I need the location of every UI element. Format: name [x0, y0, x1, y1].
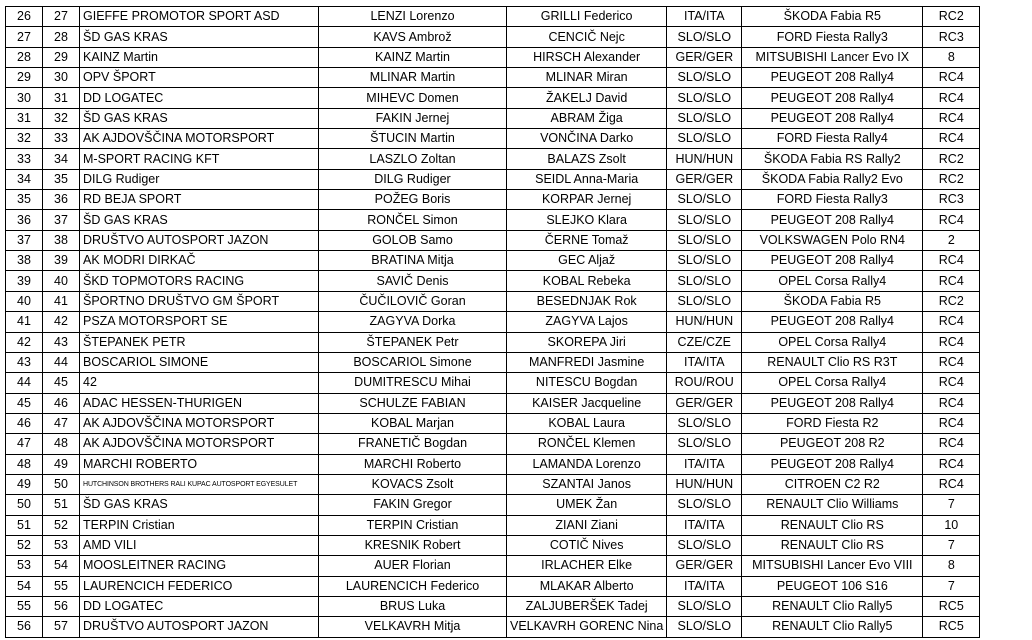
- nationality-cell: SLO/SLO: [667, 495, 742, 515]
- team-cell: ŠD GAS KRAS: [80, 210, 319, 230]
- car-cell: RENAULT Clio RS R3T: [742, 352, 923, 372]
- position-cell: 36: [6, 210, 43, 230]
- class-cell: RC2: [923, 291, 980, 311]
- team-cell: PSZA MOTORSPORT SE: [80, 312, 319, 332]
- position-cell: 52: [6, 535, 43, 555]
- start-number-cell: 49: [43, 454, 80, 474]
- nationality-cell: GER/GER: [667, 47, 742, 67]
- start-number-cell: 27: [43, 7, 80, 27]
- driver-cell: LENZI Lorenzo: [319, 7, 507, 27]
- team-cell: DRUŠTVO AUTOSPORT JAZON: [80, 230, 319, 250]
- class-cell: RC4: [923, 210, 980, 230]
- table-row: [6, 47, 980, 67]
- position-cell: 44: [6, 373, 43, 393]
- class-cell: RC4: [923, 88, 980, 108]
- team-cell: ŠD GAS KRAS: [80, 27, 319, 47]
- class-cell: RC4: [923, 352, 980, 372]
- codriver-cell: LAMANDA Lorenzo: [507, 454, 667, 474]
- position-cell: 51: [6, 515, 43, 535]
- driver-cell: POŽEG Boris: [319, 190, 507, 210]
- start-number-cell: 44: [43, 352, 80, 372]
- team-cell: KAINZ Martin: [80, 47, 319, 67]
- table-row: [6, 434, 980, 454]
- codriver-cell: CENCIČ Nejc: [507, 27, 667, 47]
- codriver-cell: UMEK Žan: [507, 495, 667, 515]
- codriver-cell: ZALJUBERŠEK Tadej: [507, 596, 667, 616]
- nationality-cell: SLO/SLO: [667, 596, 742, 616]
- codriver-cell: RONČEL Klemen: [507, 434, 667, 454]
- team-cell: ADAC HESSEN-THURIGEN: [80, 393, 319, 413]
- team-cell: OPV ŠPORT: [80, 68, 319, 88]
- car-cell: MITSUBISHI Lancer Evo IX: [742, 47, 923, 67]
- table-row: [6, 251, 980, 271]
- table-row: [6, 7, 980, 27]
- nationality-cell: SLO/SLO: [667, 535, 742, 555]
- position-cell: 26: [6, 7, 43, 27]
- team-cell: LAURENCICH FEDERICO: [80, 576, 319, 596]
- driver-cell: SAVIČ Denis: [319, 271, 507, 291]
- nationality-cell: GER/GER: [667, 169, 742, 189]
- position-cell: 40: [6, 291, 43, 311]
- team-cell: BOSCARIOL SIMONE: [80, 352, 319, 372]
- nationality-cell: SLO/SLO: [667, 108, 742, 128]
- table-row: [6, 556, 980, 576]
- driver-cell: KOBAL Marjan: [319, 413, 507, 433]
- team-cell: DD LOGATEC: [80, 88, 319, 108]
- driver-cell: TERPIN Cristian: [319, 515, 507, 535]
- table-row: [6, 393, 980, 413]
- position-cell: 35: [6, 190, 43, 210]
- start-number-cell: 50: [43, 474, 80, 494]
- team-cell: M-SPORT RACING KFT: [80, 149, 319, 169]
- codriver-cell: SEIDL Anna-Maria: [507, 169, 667, 189]
- driver-cell: DUMITRESCU Mihai: [319, 373, 507, 393]
- team-cell: ŠTEPANEK PETR: [80, 332, 319, 352]
- codriver-cell: BALAZS Zsolt: [507, 149, 667, 169]
- entry-list-table: [5, 6, 980, 638]
- start-number-cell: 42: [43, 312, 80, 332]
- class-cell: RC4: [923, 434, 980, 454]
- codriver-cell: BESEDNJAK Rok: [507, 291, 667, 311]
- driver-cell: ŠTEPANEK Petr: [319, 332, 507, 352]
- class-cell: RC4: [923, 413, 980, 433]
- driver-cell: FAKIN Gregor: [319, 495, 507, 515]
- nationality-cell: HUN/HUN: [667, 149, 742, 169]
- nationality-cell: GER/GER: [667, 393, 742, 413]
- driver-cell: FAKIN Jernej: [319, 108, 507, 128]
- codriver-cell: IRLACHER Elke: [507, 556, 667, 576]
- start-number-cell: 47: [43, 413, 80, 433]
- nationality-cell: ITA/ITA: [667, 515, 742, 535]
- codriver-cell: KOBAL Laura: [507, 413, 667, 433]
- class-cell: RC4: [923, 68, 980, 88]
- class-cell: RC4: [923, 129, 980, 149]
- position-cell: 42: [6, 332, 43, 352]
- nationality-cell: SLO/SLO: [667, 210, 742, 230]
- table-row: [6, 190, 980, 210]
- table-row: [6, 535, 980, 555]
- nationality-cell: ITA/ITA: [667, 454, 742, 474]
- car-cell: MITSUBISHI Lancer Evo VIII: [742, 556, 923, 576]
- nationality-cell: SLO/SLO: [667, 413, 742, 433]
- team-cell: AK AJDOVŠČINA MOTORSPORT: [80, 413, 319, 433]
- driver-cell: BRATINA Mitja: [319, 251, 507, 271]
- driver-cell: RONČEL Simon: [319, 210, 507, 230]
- class-cell: RC4: [923, 474, 980, 494]
- team-cell: AK MODRI DIRKAČ: [80, 251, 319, 271]
- nationality-cell: SLO/SLO: [667, 251, 742, 271]
- class-cell: 7: [923, 495, 980, 515]
- nationality-cell: ITA/ITA: [667, 576, 742, 596]
- nationality-cell: SLO/SLO: [667, 129, 742, 149]
- position-cell: 28: [6, 47, 43, 67]
- start-number-cell: 29: [43, 47, 80, 67]
- position-cell: 32: [6, 129, 43, 149]
- codriver-cell: SLEJKO Klara: [507, 210, 667, 230]
- class-cell: 8: [923, 47, 980, 67]
- car-cell: RENAULT Clio RS: [742, 515, 923, 535]
- position-cell: 38: [6, 251, 43, 271]
- car-cell: PEUGEOT 106 S16: [742, 576, 923, 596]
- class-cell: RC3: [923, 190, 980, 210]
- car-cell: VOLKSWAGEN Polo RN4: [742, 230, 923, 250]
- table-row: [6, 88, 980, 108]
- start-number-cell: 39: [43, 251, 80, 271]
- position-cell: 46: [6, 413, 43, 433]
- driver-cell: ŠTUCIN Martin: [319, 129, 507, 149]
- start-number-cell: 35: [43, 169, 80, 189]
- nationality-cell: ITA/ITA: [667, 7, 742, 27]
- class-cell: 10: [923, 515, 980, 535]
- nationality-cell: CZE/CZE: [667, 332, 742, 352]
- nationality-cell: HUN/HUN: [667, 312, 742, 332]
- car-cell: PEUGEOT 208 Rally4: [742, 68, 923, 88]
- table-row: [6, 271, 980, 291]
- table-row: [6, 474, 980, 494]
- codriver-cell: KOBAL Rebeka: [507, 271, 667, 291]
- nationality-cell: ROU/ROU: [667, 373, 742, 393]
- position-cell: 56: [6, 617, 43, 637]
- start-number-cell: 43: [43, 332, 80, 352]
- car-cell: OPEL Corsa Rally4: [742, 373, 923, 393]
- car-cell: ŠKODA Fabia RS Rally2: [742, 149, 923, 169]
- class-cell: RC4: [923, 454, 980, 474]
- position-cell: 53: [6, 556, 43, 576]
- start-number-cell: 41: [43, 291, 80, 311]
- table-row: [6, 617, 980, 637]
- class-cell: RC5: [923, 596, 980, 616]
- car-cell: FORD Fiesta R2: [742, 413, 923, 433]
- codriver-cell: VELKAVRH GORENC Nina: [507, 617, 667, 637]
- position-cell: 50: [6, 495, 43, 515]
- car-cell: CITROEN C2 R2: [742, 474, 923, 494]
- table-row: [6, 576, 980, 596]
- table-row: [6, 169, 980, 189]
- start-number-cell: 57: [43, 617, 80, 637]
- table-row: [6, 596, 980, 616]
- driver-cell: DILG Rudiger: [319, 169, 507, 189]
- codriver-cell: SZANTAI Janos: [507, 474, 667, 494]
- car-cell: PEUGEOT 208 Rally4: [742, 88, 923, 108]
- position-cell: 30: [6, 88, 43, 108]
- car-cell: PEUGEOT 208 Rally4: [742, 210, 923, 230]
- start-number-cell: 32: [43, 108, 80, 128]
- table-body: [6, 7, 980, 638]
- driver-cell: KOVACS Zsolt: [319, 474, 507, 494]
- start-number-cell: 40: [43, 271, 80, 291]
- position-cell: 37: [6, 230, 43, 250]
- position-cell: 49: [6, 474, 43, 494]
- car-cell: PEUGEOT 208 Rally4: [742, 108, 923, 128]
- position-cell: 29: [6, 68, 43, 88]
- team-cell: DD LOGATEC: [80, 596, 319, 616]
- driver-cell: SCHULZE FABIAN: [319, 393, 507, 413]
- class-cell: RC2: [923, 169, 980, 189]
- class-cell: RC2: [923, 149, 980, 169]
- nationality-cell: SLO/SLO: [667, 434, 742, 454]
- car-cell: OPEL Corsa Rally4: [742, 271, 923, 291]
- car-cell: ŠKODA Fabia R5: [742, 291, 923, 311]
- driver-cell: KRESNIK Robert: [319, 535, 507, 555]
- car-cell: FORD Fiesta Rally4: [742, 129, 923, 149]
- driver-cell: MIHEVC Domen: [319, 88, 507, 108]
- nationality-cell: ITA/ITA: [667, 352, 742, 372]
- codriver-cell: ZAGYVA Lajos: [507, 312, 667, 332]
- team-cell: MOOSLEITNER RACING: [80, 556, 319, 576]
- start-number-cell: 54: [43, 556, 80, 576]
- class-cell: RC4: [923, 332, 980, 352]
- codriver-cell: SKOREPA Jiri: [507, 332, 667, 352]
- start-number-cell: 46: [43, 393, 80, 413]
- class-cell: 8: [923, 556, 980, 576]
- team-cell: HUTCHINSON BROTHERS RALI KUPAC AUTOSPORT EGYESULET: [80, 474, 319, 494]
- table-row: [6, 291, 980, 311]
- codriver-cell: GEC Aljaž: [507, 251, 667, 271]
- position-cell: 31: [6, 108, 43, 128]
- nationality-cell: SLO/SLO: [667, 27, 742, 47]
- class-cell: RC4: [923, 393, 980, 413]
- table-row: [6, 230, 980, 250]
- class-cell: RC4: [923, 373, 980, 393]
- driver-cell: LASZLO Zoltan: [319, 149, 507, 169]
- nationality-cell: SLO/SLO: [667, 190, 742, 210]
- driver-cell: ZAGYVA Dorka: [319, 312, 507, 332]
- class-cell: RC3: [923, 27, 980, 47]
- codriver-cell: MANFREDI Jasmine: [507, 352, 667, 372]
- car-cell: FORD Fiesta Rally3: [742, 27, 923, 47]
- class-cell: RC4: [923, 251, 980, 271]
- driver-cell: LAURENCICH Federico: [319, 576, 507, 596]
- codriver-cell: VONČINA Darko: [507, 129, 667, 149]
- nationality-cell: SLO/SLO: [667, 68, 742, 88]
- team-cell: 42: [80, 373, 319, 393]
- position-cell: 47: [6, 434, 43, 454]
- nationality-cell: SLO/SLO: [667, 617, 742, 637]
- start-number-cell: 36: [43, 190, 80, 210]
- driver-cell: BOSCARIOL Simone: [319, 352, 507, 372]
- car-cell: ŠKODA Fabia Rally2 Evo: [742, 169, 923, 189]
- driver-cell: KAINZ Martin: [319, 47, 507, 67]
- team-cell: DILG Rudiger: [80, 169, 319, 189]
- class-cell: 2: [923, 230, 980, 250]
- table-row: [6, 312, 980, 332]
- team-cell: AK AJDOVŠČINA MOTORSPORT: [80, 434, 319, 454]
- car-cell: PEUGEOT 208 Rally4: [742, 393, 923, 413]
- table-row: [6, 149, 980, 169]
- car-cell: RENAULT Clio Williams: [742, 495, 923, 515]
- position-cell: 54: [6, 576, 43, 596]
- team-cell: AMD VILI: [80, 535, 319, 555]
- start-number-cell: 53: [43, 535, 80, 555]
- nationality-cell: SLO/SLO: [667, 271, 742, 291]
- position-cell: 39: [6, 271, 43, 291]
- car-cell: FORD Fiesta Rally3: [742, 190, 923, 210]
- class-cell: RC4: [923, 108, 980, 128]
- nationality-cell: SLO/SLO: [667, 230, 742, 250]
- start-number-cell: 33: [43, 129, 80, 149]
- car-cell: PEUGEOT 208 Rally4: [742, 454, 923, 474]
- team-cell: DRUŠTVO AUTOSPORT JAZON: [80, 617, 319, 637]
- team-cell: TERPIN Cristian: [80, 515, 319, 535]
- codriver-cell: HIRSCH Alexander: [507, 47, 667, 67]
- position-cell: 34: [6, 169, 43, 189]
- car-cell: PEUGEOT 208 R2: [742, 434, 923, 454]
- table-row: [6, 68, 980, 88]
- start-number-cell: 30: [43, 68, 80, 88]
- position-cell: 55: [6, 596, 43, 616]
- class-cell: RC4: [923, 312, 980, 332]
- driver-cell: AUER Florian: [319, 556, 507, 576]
- car-cell: PEUGEOT 208 Rally4: [742, 312, 923, 332]
- codriver-cell: MLINAR Miran: [507, 68, 667, 88]
- driver-cell: MARCHI Roberto: [319, 454, 507, 474]
- class-cell: 7: [923, 535, 980, 555]
- start-number-cell: 55: [43, 576, 80, 596]
- table-row: [6, 495, 980, 515]
- table-row: [6, 210, 980, 230]
- table-row: [6, 332, 980, 352]
- start-number-cell: 38: [43, 230, 80, 250]
- position-cell: 48: [6, 454, 43, 474]
- nationality-cell: HUN/HUN: [667, 474, 742, 494]
- start-number-cell: 45: [43, 373, 80, 393]
- position-cell: 27: [6, 27, 43, 47]
- position-cell: 45: [6, 393, 43, 413]
- team-cell: RD BEJA SPORT: [80, 190, 319, 210]
- codriver-cell: NITESCU Bogdan: [507, 373, 667, 393]
- nationality-cell: SLO/SLO: [667, 291, 742, 311]
- driver-cell: FRANETIČ Bogdan: [319, 434, 507, 454]
- team-cell: ŠKD TOPMOTORS RACING: [80, 271, 319, 291]
- car-cell: RENAULT Clio Rally5: [742, 596, 923, 616]
- codriver-cell: ABRAM Žiga: [507, 108, 667, 128]
- driver-cell: ČUČILOVIČ Goran: [319, 291, 507, 311]
- table-row: [6, 373, 980, 393]
- car-cell: PEUGEOT 208 Rally4: [742, 251, 923, 271]
- table-row: [6, 454, 980, 474]
- car-cell: OPEL Corsa Rally4: [742, 332, 923, 352]
- start-number-cell: 52: [43, 515, 80, 535]
- class-cell: RC5: [923, 617, 980, 637]
- driver-cell: GOLOB Samo: [319, 230, 507, 250]
- class-cell: RC4: [923, 271, 980, 291]
- start-number-cell: 34: [43, 149, 80, 169]
- car-cell: RENAULT Clio RS: [742, 535, 923, 555]
- team-cell: ŠD GAS KRAS: [80, 495, 319, 515]
- start-number-cell: 51: [43, 495, 80, 515]
- start-number-cell: 48: [43, 434, 80, 454]
- table-row: [6, 515, 980, 535]
- position-cell: 43: [6, 352, 43, 372]
- start-number-cell: 28: [43, 27, 80, 47]
- table-row: [6, 129, 980, 149]
- start-number-cell: 56: [43, 596, 80, 616]
- class-cell: RC2: [923, 7, 980, 27]
- team-cell: ŠPORTNO DRUŠTVO GM ŠPORT: [80, 291, 319, 311]
- codriver-cell: MLAKAR Alberto: [507, 576, 667, 596]
- driver-cell: MLINAR Martin: [319, 68, 507, 88]
- codriver-cell: GRILLI Federico: [507, 7, 667, 27]
- codriver-cell: KORPAR Jernej: [507, 190, 667, 210]
- team-cell: MARCHI ROBERTO: [80, 454, 319, 474]
- team-cell: GIEFFE PROMOTOR SPORT ASD: [80, 7, 319, 27]
- class-cell: 7: [923, 576, 980, 596]
- position-cell: 41: [6, 312, 43, 332]
- table-row: [6, 352, 980, 372]
- start-number-cell: 37: [43, 210, 80, 230]
- nationality-cell: SLO/SLO: [667, 88, 742, 108]
- nationality-cell: GER/GER: [667, 556, 742, 576]
- codriver-cell: COTIČ Nives: [507, 535, 667, 555]
- codriver-cell: ŽAKELJ David: [507, 88, 667, 108]
- driver-cell: VELKAVRH Mitja: [319, 617, 507, 637]
- team-cell: ŠD GAS KRAS: [80, 108, 319, 128]
- table-row: [6, 413, 980, 433]
- team-cell: AK AJDOVŠČINA MOTORSPORT: [80, 129, 319, 149]
- car-cell: ŠKODA Fabia R5: [742, 7, 923, 27]
- car-cell: RENAULT Clio Rally5: [742, 617, 923, 637]
- position-cell: 33: [6, 149, 43, 169]
- driver-cell: KAVS Ambrož: [319, 27, 507, 47]
- table-row: [6, 27, 980, 47]
- table-row: [6, 108, 980, 128]
- codriver-cell: ČERNE Tomaž: [507, 230, 667, 250]
- codriver-cell: KAISER Jacqueline: [507, 393, 667, 413]
- driver-cell: BRUS Luka: [319, 596, 507, 616]
- start-number-cell: 31: [43, 88, 80, 108]
- codriver-cell: ZIANI Ziani: [507, 515, 667, 535]
